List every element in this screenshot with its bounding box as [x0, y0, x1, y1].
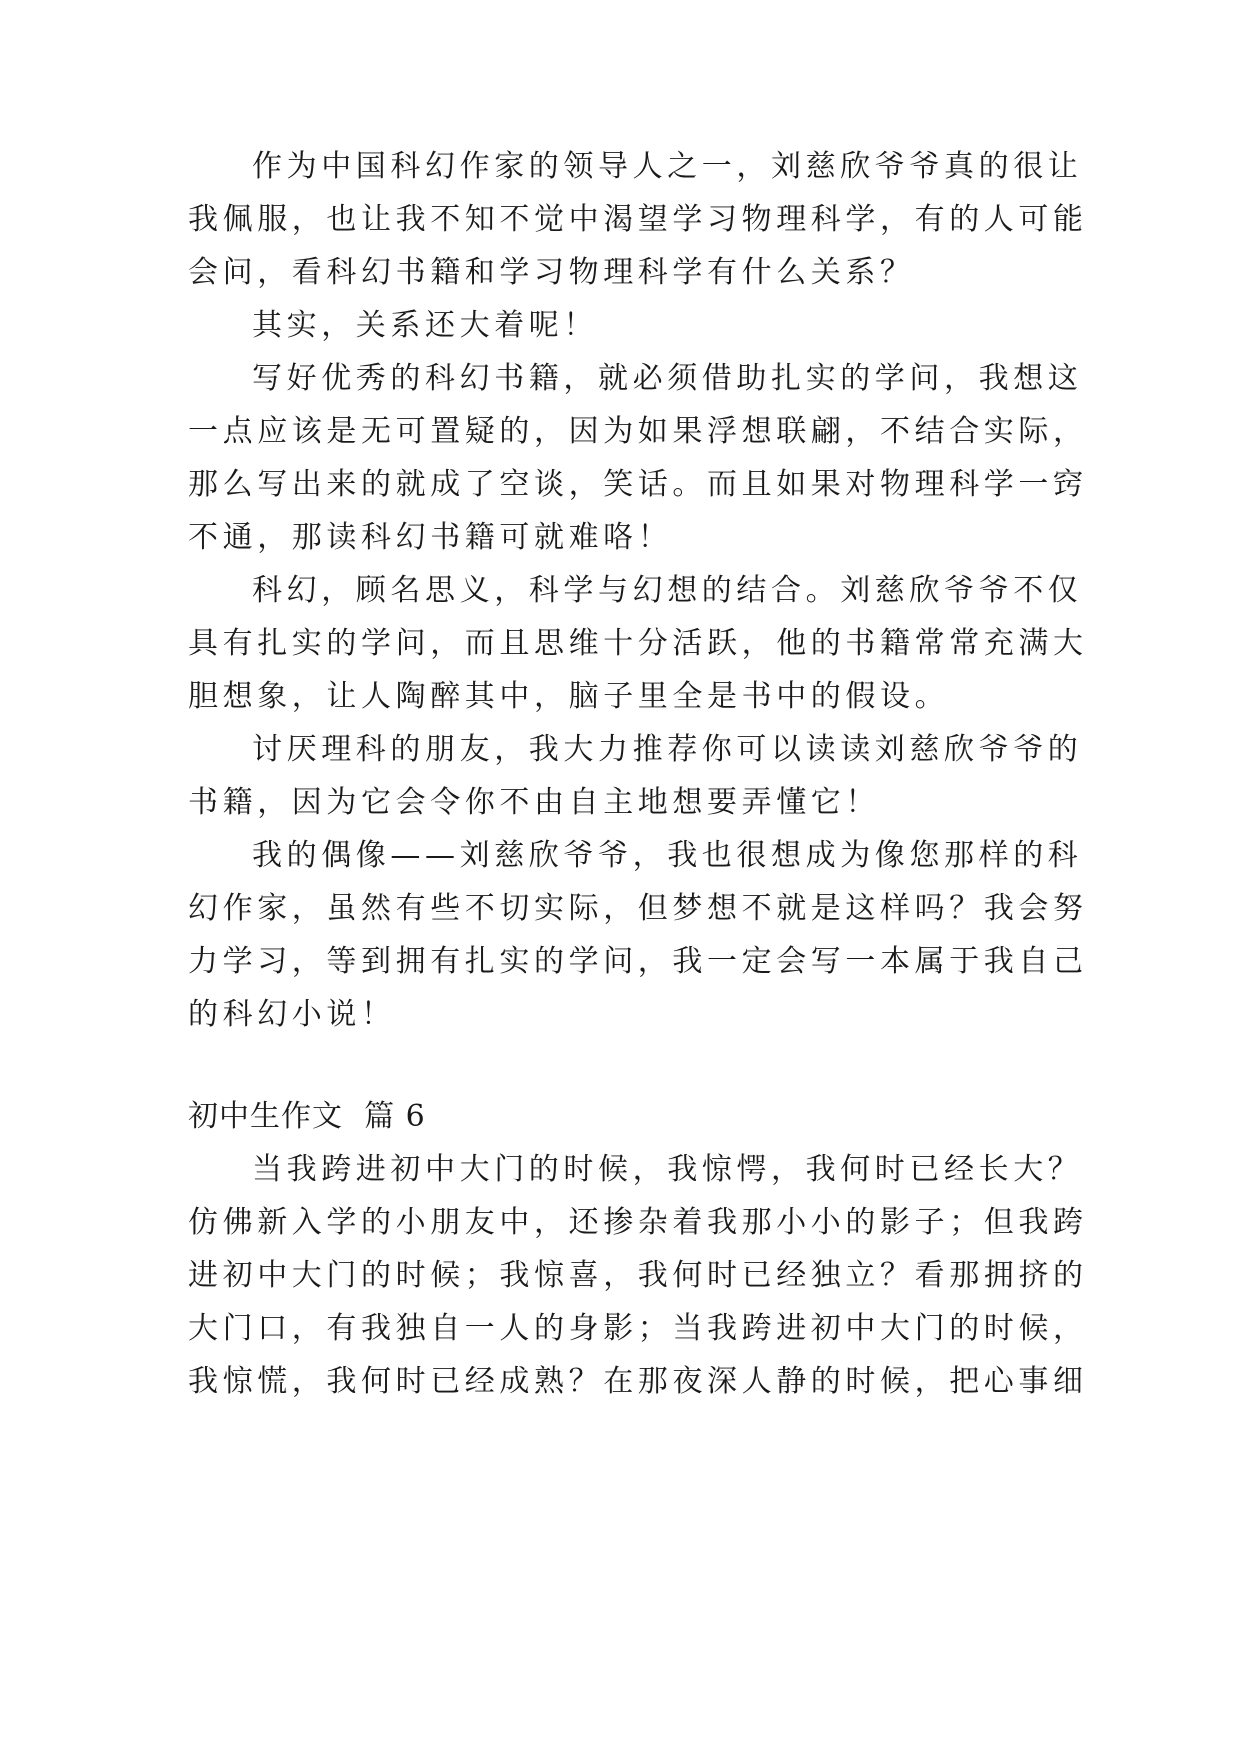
paragraph-line: 幻作家，虽然有些不切实际，但梦想不就是这样吗？我会努 — [188, 891, 1088, 926]
paragraph-line: 具有扎实的学问，而且思维十分活跃，他的书籍常常充满大 — [188, 626, 1088, 661]
paragraph-line: 科幻，顾名思义，科学与幻想的结合。刘慈欣爷爷不仅 — [252, 573, 1083, 608]
paragraph-line: 大门口，有我独自一人的身影；当我跨进初中大门的时候， — [188, 1311, 1088, 1346]
section-heading: 初中生作文 篇 6 — [188, 1099, 426, 1134]
paragraph-line: 书籍，因为它会令你不由自主地想要弄懂它！ — [188, 785, 880, 820]
paragraph-line: 我的偶像——刘慈欣爷爷，我也很想成为像您那样的科 — [252, 838, 1083, 873]
paragraph-line: 胆想象，让人陶醉其中，脑子里全是书中的假设。 — [188, 679, 950, 714]
paragraph-line: 那么写出来的就成了空谈，笑话。而且如果对物理科学一窍 — [188, 467, 1088, 502]
paragraph-line: 写好优秀的科幻书籍，就必须借助扎实的学问，我想这 — [252, 361, 1083, 396]
paragraph-line: 当我跨进初中大门的时候，我惊愕，我何时已经长大？ — [252, 1152, 1083, 1187]
paragraph-line: 一点应该是无可置疑的，因为如果浮想联翩，不结合实际， — [188, 414, 1088, 449]
paragraph-line: 我惊慌，我何时已经成熟？在那夜深人静的时候，把心事细 — [188, 1364, 1088, 1399]
paragraph-line: 力学习，等到拥有扎实的学问，我一定会写一本属于我自己 — [188, 944, 1088, 979]
paragraph-line: 进初中大门的时候；我惊喜，我何时已经独立？看那拥挤的 — [188, 1258, 1088, 1293]
paragraph-line: 作为中国科幻作家的领导人之一，刘慈欣爷爷真的很让 — [252, 149, 1083, 184]
paragraph-line: 的科幻小说！ — [188, 997, 396, 1032]
paragraph-line: 我佩服，也让我不知不觉中渴望学习物理科学，有的人可能 — [188, 202, 1088, 237]
paragraph-line: 仿佛新入学的小朋友中，还掺杂着我那小小的影子；但我跨 — [188, 1205, 1088, 1240]
paragraph-line: 会问，看科幻书籍和学习物理科学有什么关系？ — [188, 255, 915, 290]
paragraph-line: 不通，那读科幻书籍可就难咯！ — [188, 520, 673, 555]
paragraph-line: 其实，关系还大着呢！ — [252, 308, 598, 343]
paragraph-line: 讨厌理科的朋友，我大力推荐你可以读读刘慈欣爷爷的 — [252, 732, 1083, 767]
